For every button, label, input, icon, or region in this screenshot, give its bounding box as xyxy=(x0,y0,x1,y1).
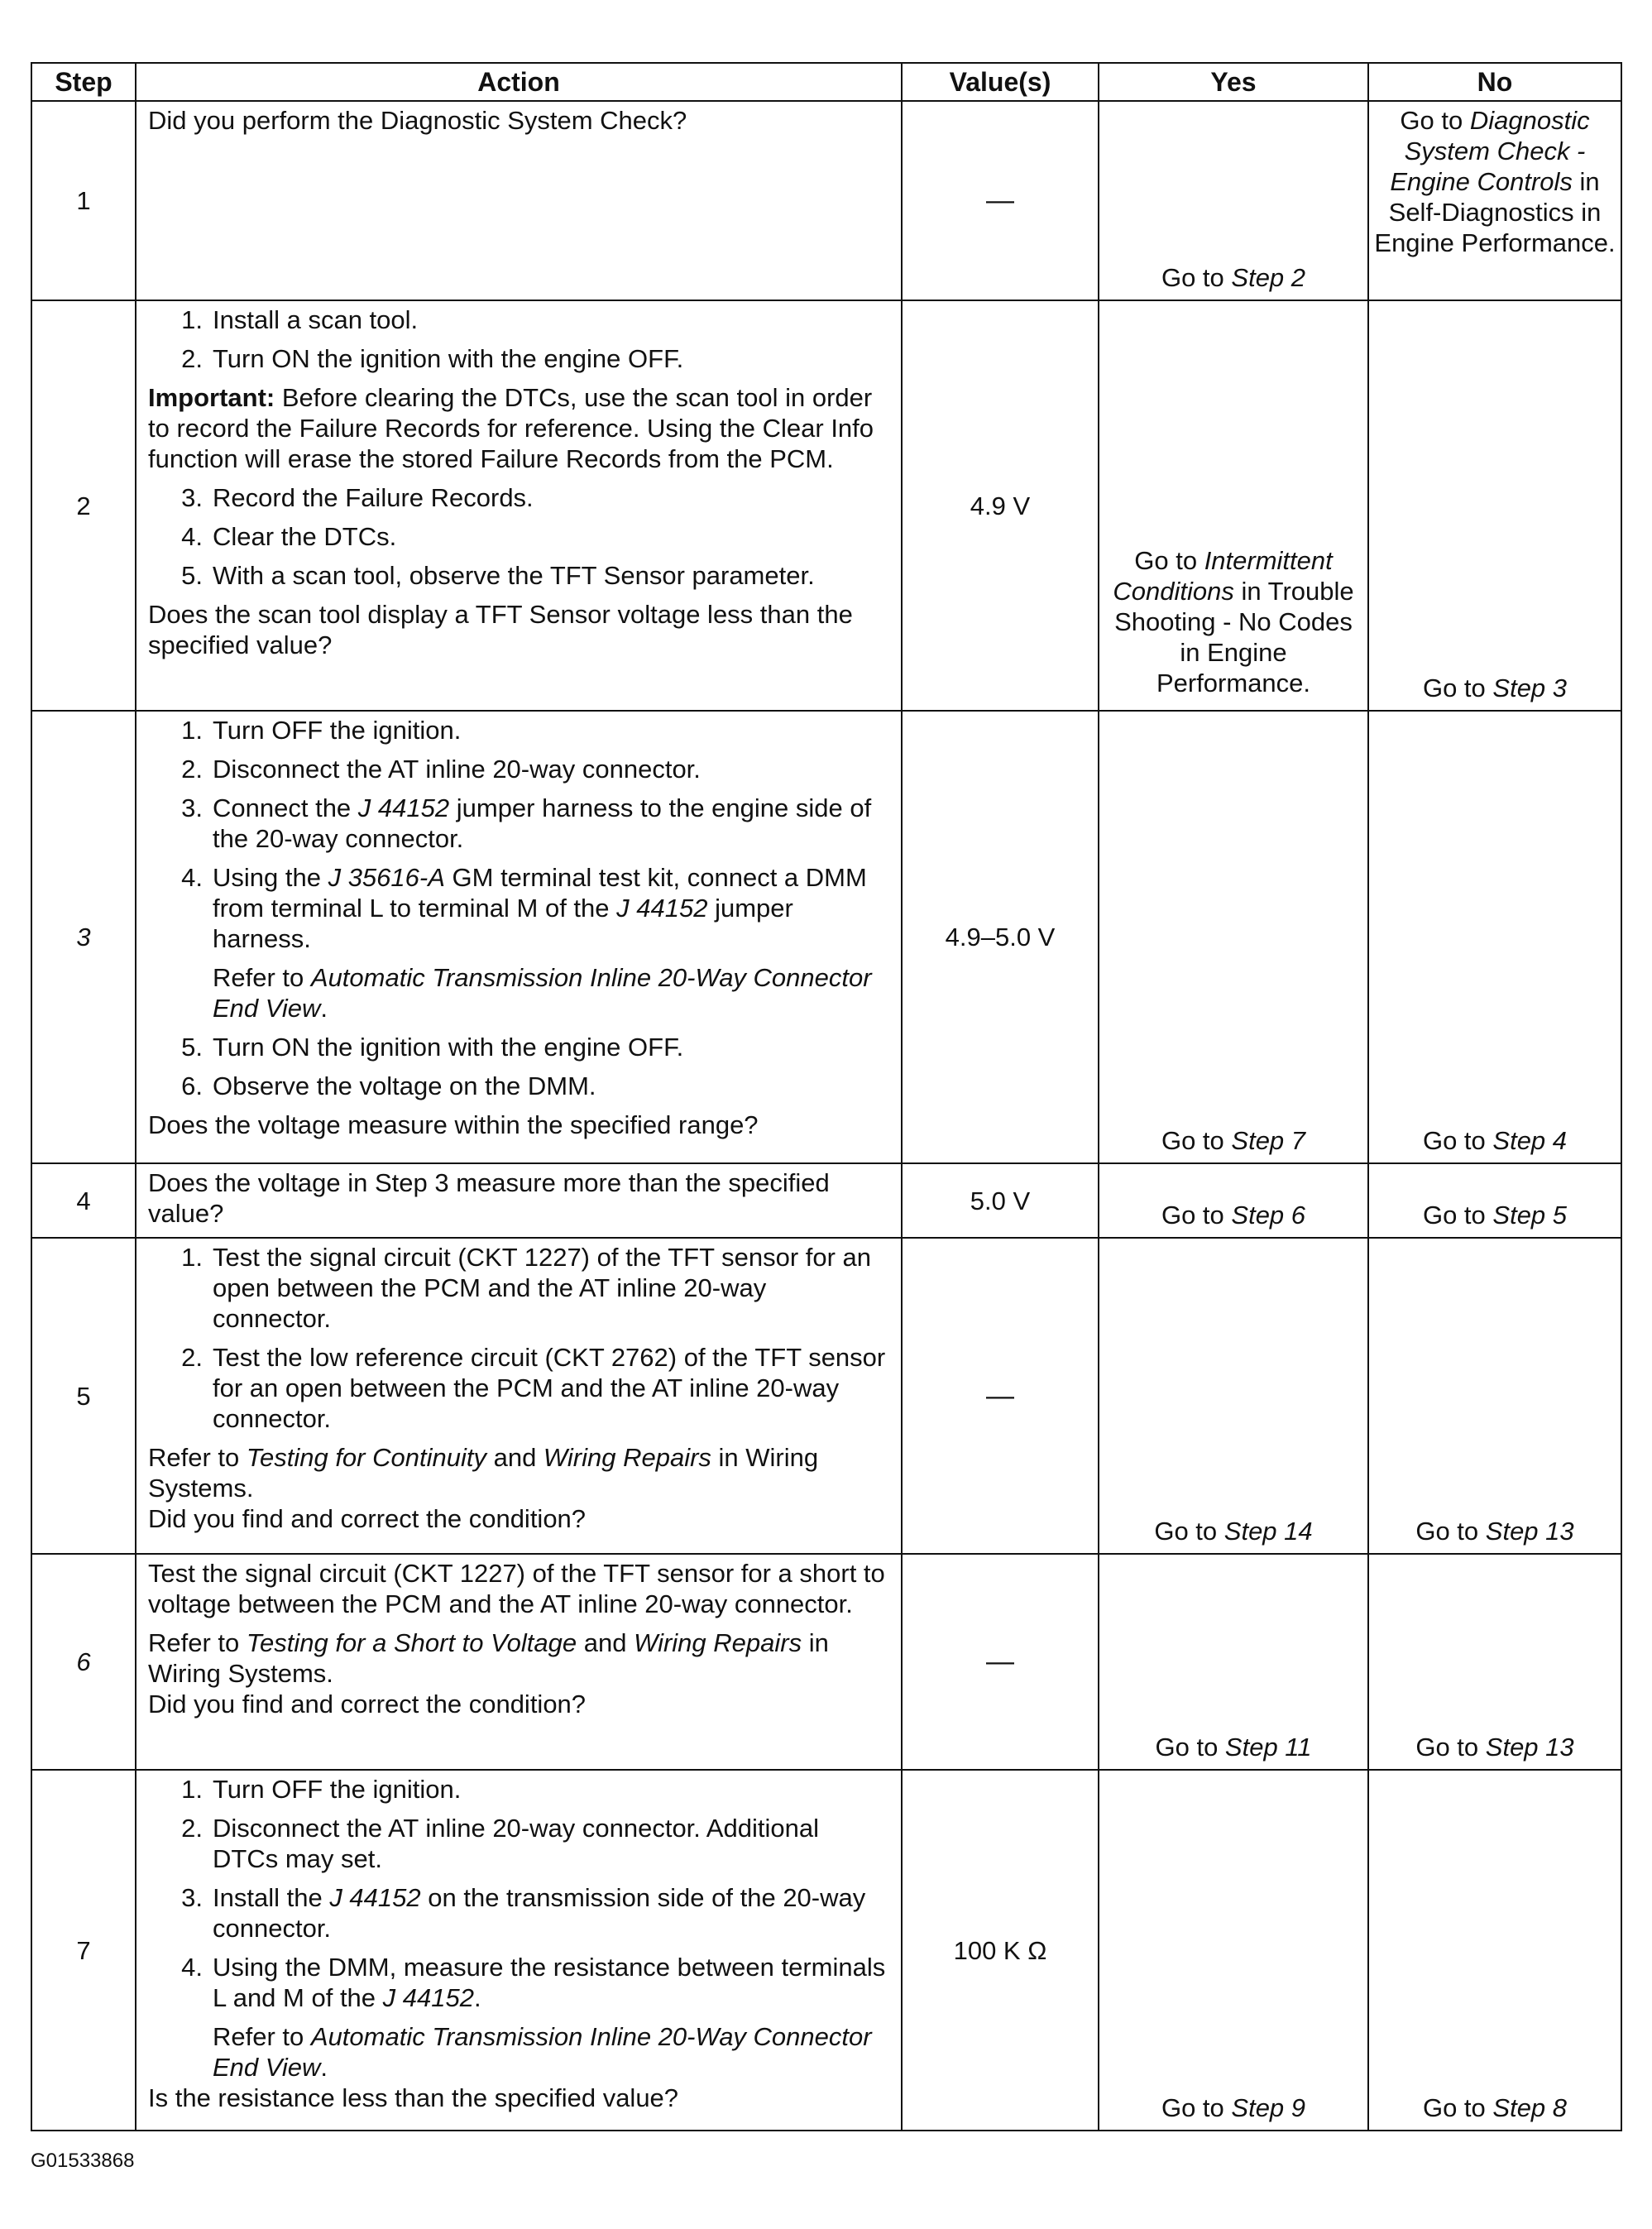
step-number: 2 xyxy=(31,300,136,711)
reference-link[interactable]: Testing for Continuity xyxy=(246,1443,486,1472)
value-cell: — xyxy=(902,1554,1099,1770)
yes-cell: Go to Step 11 xyxy=(1099,1554,1368,1770)
action-question: Is the resistance less than the specified value? xyxy=(148,2083,679,2112)
value-cell: 5.0 V xyxy=(902,1163,1099,1238)
yes-step-link[interactable]: Step 14 xyxy=(1223,1517,1313,1546)
step-number: 6 xyxy=(31,1554,136,1770)
no-step-link[interactable]: Step 5 xyxy=(1492,1201,1568,1230)
action-item: 1. Turn OFF the ignition. xyxy=(181,1775,462,1804)
no-text-post: in Self-Diagnostics in Engine Performance. xyxy=(1374,167,1616,257)
yes-reference-link[interactable]: Intermittent Conditions xyxy=(1113,546,1333,606)
no-cell: Go to Step 5 xyxy=(1368,1163,1621,1238)
value-cell: — xyxy=(902,1238,1099,1554)
action-cell xyxy=(136,1554,902,1770)
action-item: 3. Record the Failure Records. xyxy=(181,483,534,512)
refer-note: Refer to Testing for a Short to Voltage and Wiring Repairs in Wiring Systems. xyxy=(148,1628,829,1688)
action-item: 3. Connect the J 44152 jumper harness to the engine side of the 20-way connector. xyxy=(181,793,872,853)
table-row xyxy=(31,300,1621,711)
no-step-link[interactable]: Step 3 xyxy=(1492,673,1568,702)
yes-cell: Go to Intermittent Conditions in Trouble Shooting - No Codes in Engine Performance. xyxy=(1099,300,1368,711)
yes-cell: Go to Step 7 xyxy=(1099,711,1368,1163)
table-row xyxy=(31,1163,1621,1238)
no-cell: Go to Step 8 xyxy=(1368,1770,1621,2131)
step-number: 4 xyxy=(31,1163,136,1238)
action-item: 3. Install the J 44152 on the transmission side of the 20-way connector. xyxy=(181,1883,866,1943)
header-action: Action xyxy=(136,63,902,101)
action-cell xyxy=(136,711,902,1163)
no-cell: Go to Step 3 xyxy=(1368,300,1621,711)
refer-note: Refer to Testing for Continuity and Wiring Repairs in Wiring Systems. xyxy=(148,1443,819,1503)
action-question: Did you perform the Diagnostic System Check? xyxy=(148,106,687,135)
diagnostic-table xyxy=(31,62,1622,2131)
value-cell: — xyxy=(902,101,1099,300)
yes-cell: Go to Step 9 xyxy=(1099,1770,1368,2131)
step-number: 5 xyxy=(31,1238,136,1554)
action-cell xyxy=(136,1770,902,2131)
table-row xyxy=(31,1554,1621,1770)
reference-link[interactable]: Wiring Repairs xyxy=(543,1443,711,1472)
action-question: Did you find and correct the condition? xyxy=(148,1504,587,1533)
value-cell: 4.9 V xyxy=(902,300,1099,711)
yes-step-link[interactable]: Step 6 xyxy=(1231,1201,1306,1230)
header-yes: Yes xyxy=(1099,63,1368,101)
action-cell xyxy=(136,300,902,711)
header-row xyxy=(31,63,1621,101)
no-cell xyxy=(1368,101,1621,300)
important-note: Important: Before clearing the DTCs, use the scan tool in order to record the Failure Records for reference. Using the Clear Info function will erase the stored Failure Records from the PCM. xyxy=(148,383,874,473)
action-question: Did you find and correct the condition? xyxy=(148,1690,587,1718)
action-question: Does the voltage measure within the specified range? xyxy=(148,1110,759,1139)
no-cell: Go to Step 13 xyxy=(1368,1554,1621,1770)
tool-reference: J 44152 xyxy=(357,793,450,822)
no-step-link[interactable]: Step 8 xyxy=(1492,2093,1568,2122)
step-number: 7 xyxy=(31,1770,136,2131)
value-cell: 100 K Ω xyxy=(902,1770,1099,2131)
action-item: 2. Disconnect the AT inline 20-way connector. xyxy=(181,755,701,784)
no-text: Go to xyxy=(1400,106,1470,135)
tool-reference: J 44152 xyxy=(329,1883,421,1912)
no-reference-link[interactable]: Diagnostic System Check - Engine Controls xyxy=(1390,106,1590,196)
tool-reference: J 44152 xyxy=(616,894,708,923)
yes-cell xyxy=(1099,101,1368,300)
tool-reference: J 35616-A xyxy=(328,863,445,892)
action-question: Does the voltage in Step 3 measure more than the specified value? xyxy=(148,1168,830,1228)
figure-code: G01533868 xyxy=(31,2150,135,2172)
yes-step-link[interactable]: Step 9 xyxy=(1231,2093,1306,2122)
reference-link[interactable]: Wiring Repairs xyxy=(634,1628,802,1657)
step-number: 3 xyxy=(31,711,136,1163)
action-item: 1. Turn OFF the ignition. xyxy=(181,716,462,745)
action-item: 1. Test the signal circuit (CKT 1227) of the TFT sensor for an open between the PCM and the AT inline 20-way connector. xyxy=(181,1243,872,1333)
table-row xyxy=(31,1770,1621,2131)
reference-link[interactable]: Testing for a Short to Voltage xyxy=(246,1628,577,1657)
action-item: 4. Using the DMM, measure the resistance between terminals L and M of the J 44152. xyxy=(181,1953,886,2012)
action-item: 2. Test the low reference circuit (CKT 2762) of the TFT sensor for an open between the PCM and the AT inline 20-way connector. xyxy=(181,1343,886,1433)
step-number: 1 xyxy=(31,101,136,300)
header-values: Value(s) xyxy=(902,63,1099,101)
action-text: Test the signal circuit (CKT 1227) of the TFT sensor for a short to voltage between the PCM and the AT inline 20-way connector. xyxy=(148,1559,885,1618)
action-item: 5. With a scan tool, observe the TFT Sensor parameter. xyxy=(181,561,815,590)
yes-step-link[interactable]: Step 11 xyxy=(1224,1733,1312,1762)
action-item: 6. Observe the voltage on the DMM. xyxy=(181,1071,596,1100)
action-item: 2. Turn ON the ignition with the engine OFF. xyxy=(181,344,684,373)
action-cell xyxy=(136,1238,902,1554)
table-row xyxy=(31,1238,1621,1554)
table-row xyxy=(31,101,1621,300)
header-step: Step xyxy=(31,63,136,101)
action-item: 5. Turn ON the ignition with the engine OFF. xyxy=(181,1033,684,1062)
refer-note: Refer to Automatic Transmission Inline 20-Way Connector End View. xyxy=(213,2022,872,2082)
yes-step-link[interactable]: Step 7 xyxy=(1231,1126,1306,1155)
table-row xyxy=(31,711,1621,1163)
action-item: 2. Disconnect the AT inline 20-way connector. Additional DTCs may set. xyxy=(181,1814,819,1873)
yes-cell: Go to Step 6 xyxy=(1099,1163,1368,1238)
action-item: 4. Clear the DTCs. xyxy=(181,522,397,551)
no-step-link[interactable]: Step 4 xyxy=(1492,1126,1568,1155)
reference-link[interactable]: Automatic Transmission Inline 20-Way Connector End View xyxy=(213,2022,872,2082)
yes-step-link[interactable]: Step 2 xyxy=(1231,263,1306,292)
tool-reference: J 44152 xyxy=(382,1983,474,2012)
yes-text: Go to xyxy=(1161,263,1232,292)
header-no: No xyxy=(1368,63,1621,101)
value-cell: 4.9–5.0 V xyxy=(902,711,1099,1163)
yes-cell: Go to Step 14 xyxy=(1099,1238,1368,1554)
no-step-link[interactable]: Step 13 xyxy=(1485,1733,1574,1762)
reference-link[interactable]: Automatic Transmission Inline 20-Way Connector End View xyxy=(213,963,872,1023)
action-item: 1. Install a scan tool. xyxy=(181,305,419,334)
no-cell: Go to Step 13 xyxy=(1368,1238,1621,1554)
action-item: 4. Using the J 35616-A GM terminal test kit, connect a DMM from terminal L to terminal M of the J 44152 jumper harness. xyxy=(181,863,867,953)
refer-note: Refer to Automatic Transmission Inline 20-Way Connector End View. xyxy=(213,963,872,1023)
action-cell xyxy=(136,101,902,300)
action-cell xyxy=(136,1163,902,1238)
action-question: Does the scan tool display a TFT Sensor voltage less than the specified value? xyxy=(148,600,853,659)
no-cell: Go to Step 4 xyxy=(1368,711,1621,1163)
no-step-link[interactable]: Step 13 xyxy=(1485,1517,1574,1546)
